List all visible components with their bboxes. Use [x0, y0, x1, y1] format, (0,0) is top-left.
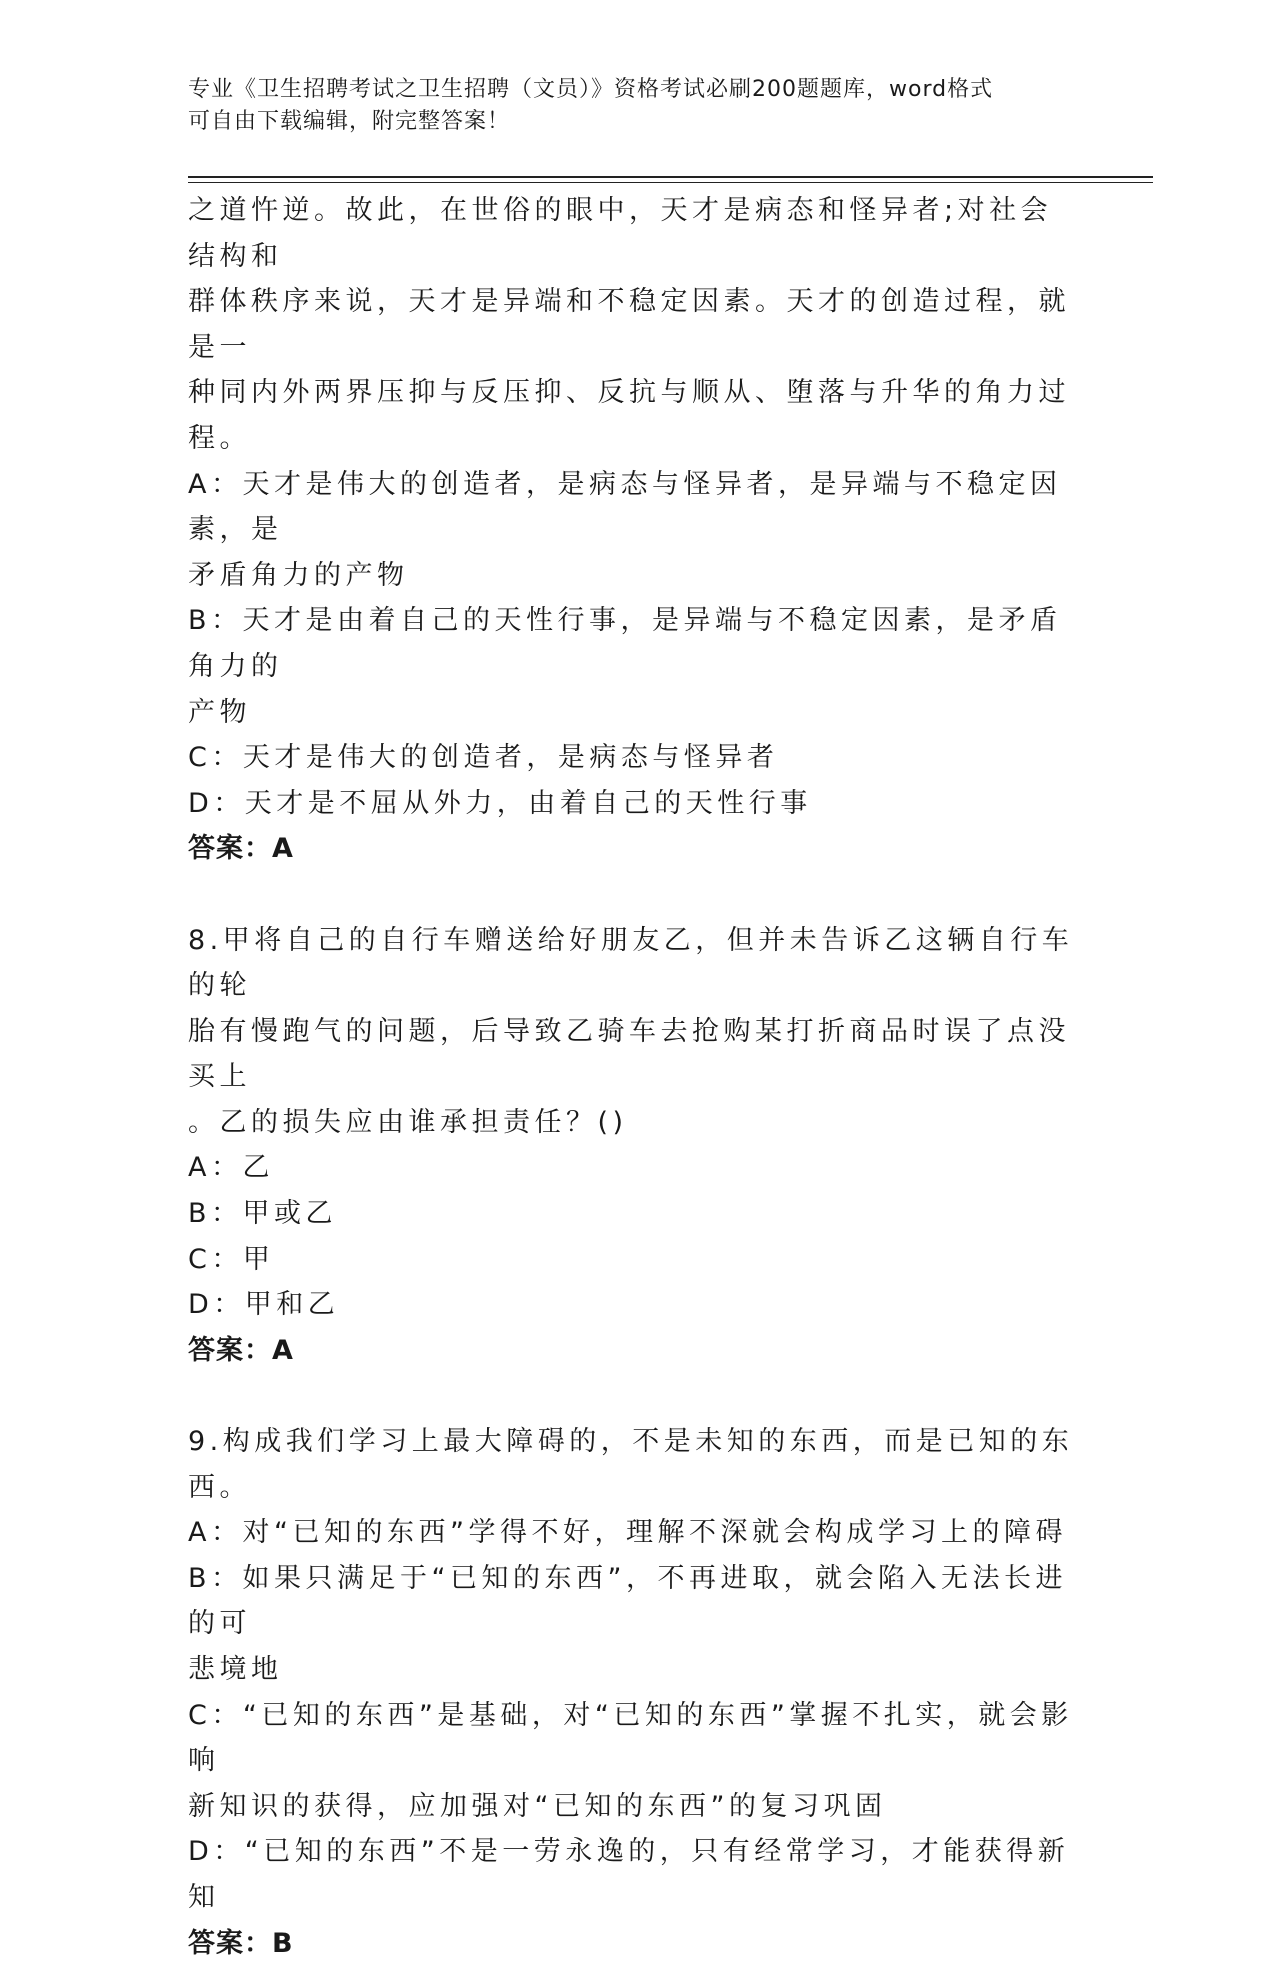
- question-7-option-c: C：天才是伟大的创造者，是病态与怪异者: [188, 742, 779, 774]
- question-7-option-b: B：天才是由着自己的天性行事，是异端与不稳定因素，是矛盾角力的: [188, 605, 1062, 682]
- question-9-option-b-cont: 悲境地: [188, 1654, 283, 1685]
- question-8-option-a: A：乙: [188, 1152, 274, 1184]
- header-rule-thin: [188, 182, 1153, 183]
- question-content: [188, 188, 1083, 1966]
- question-7-stem-line: 之道忤逆。故此，在世俗的眼中，天才是病态和怪异者;对社会结构和: [188, 195, 1053, 272]
- header-rule-thick: [188, 176, 1153, 178]
- spacer: [188, 872, 1083, 918]
- question-8-answer: 答案：A: [188, 1334, 294, 1366]
- header-line-2: 可自由下载编辑，附完整答案！: [188, 109, 511, 134]
- question-8-stem-line: 胎有慢跑气的问题，后导致乙骑车去抢购某打折商品时误了点没买上: [188, 1015, 1070, 1093]
- question-7: [188, 188, 1083, 872]
- question-8-option-b: B：甲或乙: [188, 1198, 338, 1230]
- question-7-option-b-cont: 产物: [188, 696, 251, 728]
- question-9-option-c: C：“已知的东西”是基础，对“已知的东西”掌握不扎实，就会影响: [188, 1699, 1073, 1777]
- question-8-option-d: D：甲和乙: [188, 1289, 340, 1321]
- question-7-stem-line: 种同内外两界压抑与反压抑、反抗与顺从、堕落与升华的角力过程。: [188, 377, 1070, 454]
- question-7-option-a: A：天才是伟大的创造者，是病态与怪异者，是异端与不稳定因素，是: [188, 468, 1062, 546]
- spacer: [188, 1373, 1083, 1419]
- question-7-option-d: D：天才是不屈从外力，由着自己的天性行事: [188, 787, 812, 819]
- question-8-stem-line: 。乙的损失应由谁承担责任？(): [188, 1106, 628, 1138]
- question-7-option-a-cont: 矛盾角力的产物: [188, 559, 409, 591]
- question-9-stem: 9.构成我们学习上最大障碍的，不是未知的东西，而是已知的东西。: [188, 1426, 1074, 1503]
- question-9-option-c-cont: 新知识的获得，应加强对“已知的东西”的复习巩固: [188, 1790, 887, 1822]
- question-7-answer: 答案：A: [188, 833, 294, 865]
- question-9-option-b: B：如果只满足于“已知的东西”，不再进取，就会陷入无法长进的可: [188, 1562, 1067, 1640]
- question-7-stem-line: 群体秩序来说，天才是异端和不稳定因素。天才的创造过程，就是一: [188, 286, 1070, 363]
- question-8: [188, 918, 1083, 1374]
- question-8-stem-line: 8.甲将自己的自行车赠送给好朋友乙，但并未告诉乙这辆自行车的轮: [188, 924, 1074, 1002]
- question-9-option-a: A：对“已知的东西”学得不好，理解不深就会构成学习上的障碍: [188, 1517, 1067, 1549]
- question-9-answer: 答案：B: [188, 1927, 294, 1959]
- page-header: [188, 74, 1068, 138]
- question-9-option-d: D：“已知的东西”不是一劳永逸的，只有经常学习，才能获得新知: [188, 1836, 1070, 1913]
- question-9: [188, 1419, 1083, 1966]
- question-8-option-c: C：甲: [188, 1243, 275, 1275]
- header-line-1: 专业《卫生招聘考试之卫生招聘（文员）》资格考试必刷200题题库，word格式: [188, 77, 994, 102]
